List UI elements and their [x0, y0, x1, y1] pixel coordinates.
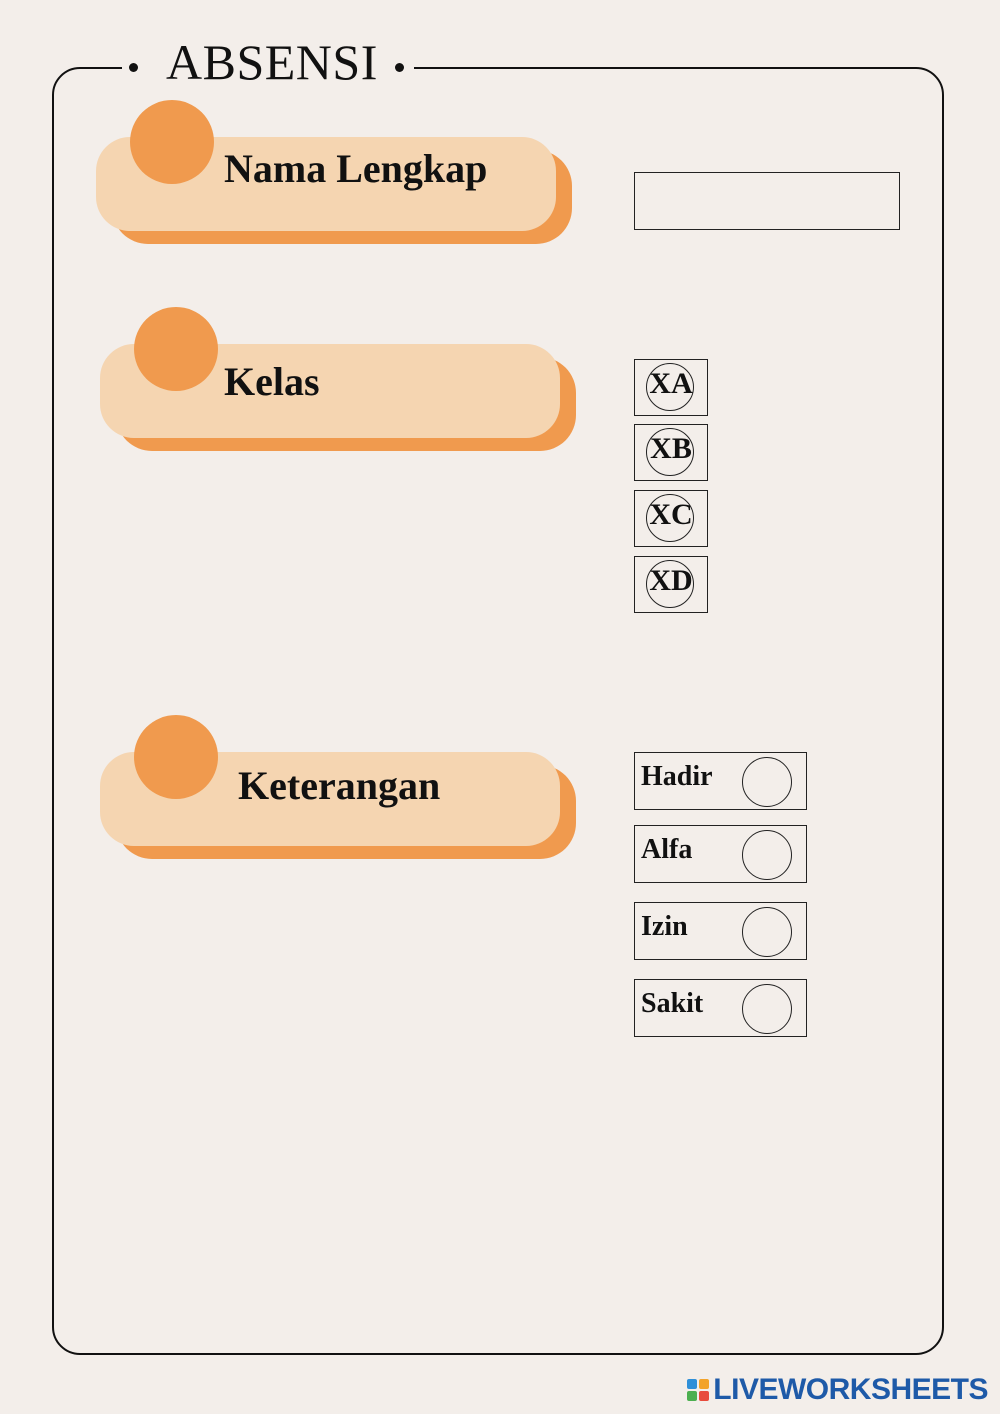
- class-option-label: XB: [650, 432, 692, 465]
- full-name-input[interactable]: [634, 172, 900, 230]
- title-left-dot: [129, 63, 138, 72]
- pill-bubble: [134, 307, 218, 391]
- class-option-label: XC: [649, 498, 693, 531]
- class-option-label: XD: [649, 564, 693, 597]
- title-right-dot: [395, 63, 404, 72]
- status-option-label: Alfa: [641, 834, 693, 865]
- class-option-xb[interactable]: [634, 424, 708, 481]
- class-section-label: Kelas: [224, 359, 320, 404]
- liveworksheets-logo-icon: [687, 1379, 709, 1401]
- pill-bubble: [130, 100, 214, 184]
- footer-brand[interactable]: [687, 1372, 988, 1408]
- class-option-label: XA: [649, 367, 693, 400]
- status-option-label: Sakit: [641, 988, 704, 1019]
- pill-bubble: [134, 715, 218, 799]
- status-radio[interactable]: [742, 757, 792, 807]
- status-radio[interactable]: [742, 984, 792, 1034]
- footer-brand-text: LIVEWORKSHEETS: [713, 1373, 988, 1406]
- status-section-label: Keterangan: [238, 763, 441, 808]
- page-title: ABSENSI: [166, 34, 378, 90]
- class-section-header: [100, 344, 560, 438]
- class-option-xd[interactable]: [634, 556, 708, 613]
- status-radio[interactable]: [742, 830, 792, 880]
- class-option-xc[interactable]: [634, 490, 708, 547]
- name-section-label: Nama Lengkap: [224, 146, 488, 191]
- name-section-header: [96, 137, 556, 231]
- status-option-izin[interactable]: [634, 902, 807, 960]
- status-option-label: Hadir: [641, 761, 713, 792]
- status-section-header: [100, 752, 560, 846]
- status-option-alfa[interactable]: [634, 825, 807, 883]
- status-option-hadir[interactable]: [634, 752, 807, 810]
- status-option-sakit[interactable]: [634, 979, 807, 1037]
- worksheet-frame: [52, 67, 944, 1355]
- class-option-xa[interactable]: [634, 359, 708, 416]
- status-radio[interactable]: [742, 907, 792, 957]
- status-option-label: Izin: [641, 911, 688, 942]
